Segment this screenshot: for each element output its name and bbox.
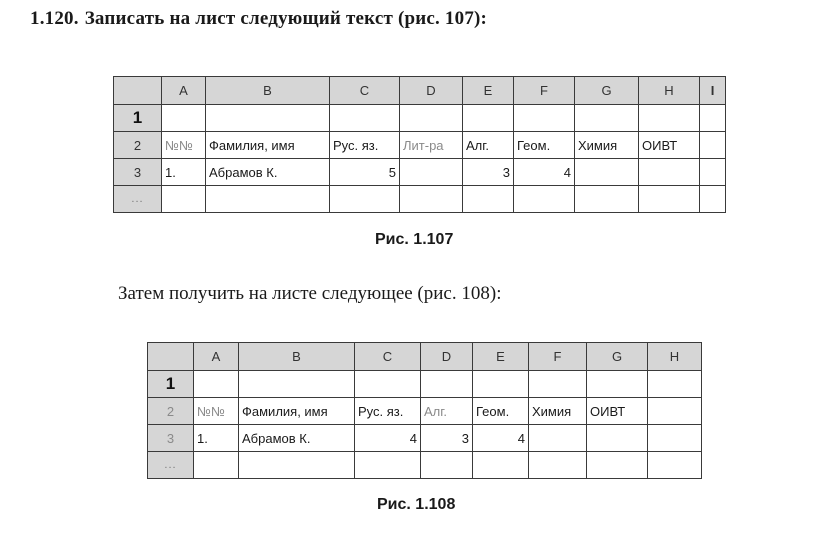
cell — [162, 186, 206, 213]
cell — [421, 371, 473, 398]
cell — [700, 105, 726, 132]
cell — [575, 186, 639, 213]
figure-caption-107: Рис. 1.107 — [375, 231, 454, 248]
cell — [514, 186, 575, 213]
cell — [700, 186, 726, 213]
table-row — [148, 452, 702, 479]
cell: Абрамов К. — [239, 425, 355, 452]
cell — [529, 452, 587, 479]
column-header-b: B — [239, 343, 355, 371]
column-header-c: C — [330, 77, 400, 105]
cell: ОИВТ — [639, 132, 700, 159]
cell: 3 — [463, 159, 514, 186]
cell — [330, 186, 400, 213]
column-header-a: A — [162, 77, 206, 105]
table-row — [114, 105, 726, 132]
cell — [648, 452, 702, 479]
cell: 3 — [421, 425, 473, 452]
column-header-g: G — [575, 77, 639, 105]
task-heading — [30, 8, 487, 30]
table-row — [148, 398, 702, 425]
column-header-d: D — [400, 77, 463, 105]
cell — [587, 452, 648, 479]
cell — [463, 186, 514, 213]
table-row — [114, 186, 726, 213]
cell — [587, 425, 648, 452]
cell — [648, 398, 702, 425]
column-header-g: G — [587, 343, 648, 371]
row-header: ... — [114, 186, 162, 213]
cell — [355, 371, 421, 398]
row-header: 1 — [114, 105, 162, 132]
cell: Фамилия, имя — [239, 398, 355, 425]
row-header: 3 — [148, 425, 194, 452]
column-header-row — [114, 77, 726, 105]
cell — [575, 105, 639, 132]
cell: Химия — [529, 398, 587, 425]
cell: Рус. яз. — [355, 398, 421, 425]
cell — [700, 159, 726, 186]
column-header-b: B — [206, 77, 330, 105]
row-header: ... — [148, 452, 194, 479]
cell: Фамилия, имя — [206, 132, 330, 159]
cell: 4 — [473, 425, 529, 452]
cell — [514, 105, 575, 132]
cell — [194, 452, 239, 479]
column-header-i: I — [700, 77, 726, 105]
cell — [239, 452, 355, 479]
cell — [639, 159, 700, 186]
table-row — [114, 159, 726, 186]
cell: 4 — [514, 159, 575, 186]
table-row — [148, 371, 702, 398]
column-header-h: H — [639, 77, 700, 105]
cell — [194, 371, 239, 398]
cell — [700, 132, 726, 159]
cell — [162, 105, 206, 132]
cell: Абрамов К. — [206, 159, 330, 186]
cell: №№ — [162, 132, 206, 159]
cell — [355, 452, 421, 479]
figure-caption-108: Рис. 1.108 — [377, 496, 456, 513]
cell: Алг. — [421, 398, 473, 425]
task-text: Записать на лист следующий текст (рис. 107): — [84, 8, 488, 29]
cell — [639, 186, 700, 213]
row-header: 2 — [114, 132, 162, 159]
cell — [400, 105, 463, 132]
column-header-row — [148, 343, 702, 371]
cell — [473, 371, 529, 398]
column-header-h: H — [648, 343, 702, 371]
cell: 1. — [162, 159, 206, 186]
cell — [206, 186, 330, 213]
cell — [239, 371, 355, 398]
cell — [400, 186, 463, 213]
cell — [529, 425, 587, 452]
cell — [463, 105, 514, 132]
column-header-f: F — [529, 343, 587, 371]
spreadsheet-fig-107 — [113, 76, 726, 213]
table-row — [114, 132, 726, 159]
cell — [639, 105, 700, 132]
cell — [473, 452, 529, 479]
cell: 5 — [330, 159, 400, 186]
table-row — [148, 425, 702, 452]
cell: Геом. — [514, 132, 575, 159]
cell — [400, 159, 463, 186]
column-header-c: C — [355, 343, 421, 371]
cell: №№ — [194, 398, 239, 425]
corner-cell — [148, 343, 194, 371]
cell — [421, 452, 473, 479]
cell — [330, 105, 400, 132]
corner-cell — [114, 77, 162, 105]
row-header: 2 — [148, 398, 194, 425]
column-header-f: F — [514, 77, 575, 105]
cell — [529, 371, 587, 398]
cell: ОИВТ — [587, 398, 648, 425]
instruction-text: Затем получить на листе следующее (рис. 108): — [118, 283, 502, 304]
column-header-d: D — [421, 343, 473, 371]
cell — [575, 159, 639, 186]
cell: Химия — [575, 132, 639, 159]
cell: Алг. — [463, 132, 514, 159]
row-header: 1 — [148, 371, 194, 398]
cell: 1. — [194, 425, 239, 452]
spreadsheet-fig-108 — [147, 342, 702, 479]
cell: Лит-ра — [400, 132, 463, 159]
column-header-e: E — [463, 77, 514, 105]
cell — [206, 105, 330, 132]
column-header-a: A — [194, 343, 239, 371]
cell — [587, 371, 648, 398]
task-number: 1.120. — [30, 8, 79, 29]
cell: Геом. — [473, 398, 529, 425]
cell — [648, 371, 702, 398]
cell: 4 — [355, 425, 421, 452]
cell — [648, 425, 702, 452]
column-header-e: E — [473, 343, 529, 371]
row-header: 3 — [114, 159, 162, 186]
cell: Рус. яз. — [330, 132, 400, 159]
